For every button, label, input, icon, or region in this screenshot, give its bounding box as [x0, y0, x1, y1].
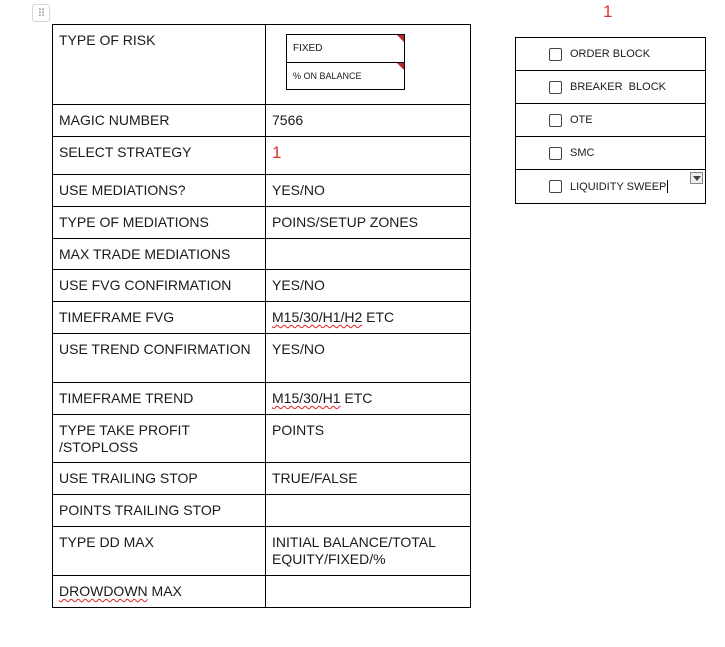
checkbox[interactable] — [549, 180, 562, 193]
tp-sl-value[interactable]: POINTS — [266, 415, 471, 463]
timeframe-trend-suffix: ETC — [340, 390, 373, 406]
strategy-label: ORDER BLOCK — [570, 48, 651, 60]
corner-flag-icon — [397, 63, 404, 70]
fvg-confirmation-value[interactable]: YES/NO — [266, 270, 471, 302]
risk-type-label: TYPE OF RISK — [53, 25, 266, 105]
text-cursor — [667, 180, 668, 193]
table-row — [53, 302, 471, 334]
risk-option-fixed[interactable] — [287, 35, 404, 62]
risk-type-cell — [266, 25, 471, 105]
table-row — [53, 383, 471, 415]
corner-flag-icon — [397, 35, 404, 42]
strategy-number-marker: 1 — [603, 2, 613, 21]
dropdown-arrow-icon[interactable] — [690, 172, 703, 184]
risk-option-label: % ON BALANCE — [293, 70, 362, 81]
trend-confirmation-value[interactable]: YES/NO — [266, 334, 471, 383]
max-mediations-value[interactable] — [266, 239, 471, 270]
timeframe-fvg-suffix: ETC — [362, 309, 395, 325]
risk-option-label: FIXED — [293, 43, 323, 54]
table-row — [53, 576, 471, 608]
select-strategy-value: 1 — [272, 143, 282, 162]
fvg-confirmation-label: USE FVG CONFIRMATION — [53, 270, 266, 302]
trailing-stop-label: USE TRAILING STOP — [53, 463, 266, 495]
risk-type-dropdown[interactable] — [286, 34, 405, 90]
select-strategy-cell[interactable] — [266, 137, 471, 175]
table-row — [53, 105, 471, 137]
timeframe-fvg-value[interactable] — [266, 302, 471, 334]
checkbox[interactable] — [549, 114, 562, 127]
trailing-stop-value[interactable]: TRUE/FALSE — [266, 463, 471, 495]
table-row — [53, 415, 471, 463]
drawdown-max-value[interactable] — [266, 576, 471, 608]
strategy-item-order-block[interactable] — [516, 38, 705, 71]
risk-option-balance[interactable] — [287, 62, 404, 89]
strategy-label: OTE — [570, 114, 593, 126]
tp-sl-label: TYPE TAKE PROFIT /STOPLOSS — [53, 415, 266, 463]
strategy-label: SMC — [570, 147, 595, 159]
timeframe-trend-value[interactable] — [266, 383, 471, 415]
dd-max-value[interactable]: INITIAL BALANCE/TOTAL EQUITY/FIXED/% — [266, 527, 471, 576]
table-row — [53, 270, 471, 302]
timeframe-fvg-label: TIMEFRAME FVG — [53, 302, 266, 334]
strategy-checklist — [515, 37, 706, 204]
checkbox[interactable] — [549, 81, 562, 94]
points-trailing-label: POINTS TRAILING STOP — [53, 495, 266, 527]
checkbox[interactable] — [549, 48, 562, 61]
trend-confirmation-label: USE TREND CONFIRMATION — [53, 334, 266, 383]
table-row — [53, 239, 471, 270]
strategy-item-liquidity-sweep[interactable] — [516, 170, 705, 203]
drag-handle-icon[interactable]: ⠿ — [32, 4, 50, 22]
strategy-label: LIQUIDITY SWEEP — [570, 180, 667, 193]
settings-table — [52, 24, 471, 608]
table-row — [53, 463, 471, 495]
table-row — [53, 527, 471, 576]
magic-number-label: MAGIC NUMBER — [53, 105, 266, 137]
table-row — [53, 175, 471, 207]
type-mediations-value[interactable]: POINS/SETUP ZONES — [266, 207, 471, 239]
use-mediations-label: USE MEDIATIONS? — [53, 175, 266, 207]
table-row — [53, 207, 471, 239]
dd-max-label: TYPE DD MAX — [53, 527, 266, 576]
strategy-item-smc[interactable] — [516, 137, 705, 170]
triangle-down-icon — [693, 176, 701, 181]
select-strategy-label: SELECT STRATEGY — [53, 137, 266, 175]
timeframe-trend-label: TIMEFRAME TREND — [53, 383, 266, 415]
drawdown-max-suffix: MAX — [147, 583, 182, 599]
checkbox[interactable] — [549, 147, 562, 160]
spellcheck-text: M15/30/H1/H2 — [272, 309, 363, 325]
table-row — [53, 334, 471, 383]
drawdown-max-label — [53, 576, 266, 608]
max-mediations-label: MAX TRADE MEDIATIONS — [53, 239, 266, 270]
points-trailing-value[interactable] — [266, 495, 471, 527]
magic-number-value[interactable]: 7566 — [266, 105, 471, 137]
type-mediations-label: TYPE OF MEDIATIONS — [53, 207, 266, 239]
spellcheck-text: M15/30/H1 — [272, 390, 341, 406]
strategy-item-breaker-block[interactable] — [516, 71, 705, 104]
strategy-label: BREAKER BLOCK — [570, 81, 666, 93]
table-row — [53, 137, 471, 175]
table-row — [53, 495, 471, 527]
spellcheck-text: DROWDOWN — [59, 583, 148, 599]
use-mediations-value[interactable]: YES/NO — [266, 175, 471, 207]
strategy-item-ote[interactable] — [516, 104, 705, 137]
table-row — [53, 25, 471, 105]
